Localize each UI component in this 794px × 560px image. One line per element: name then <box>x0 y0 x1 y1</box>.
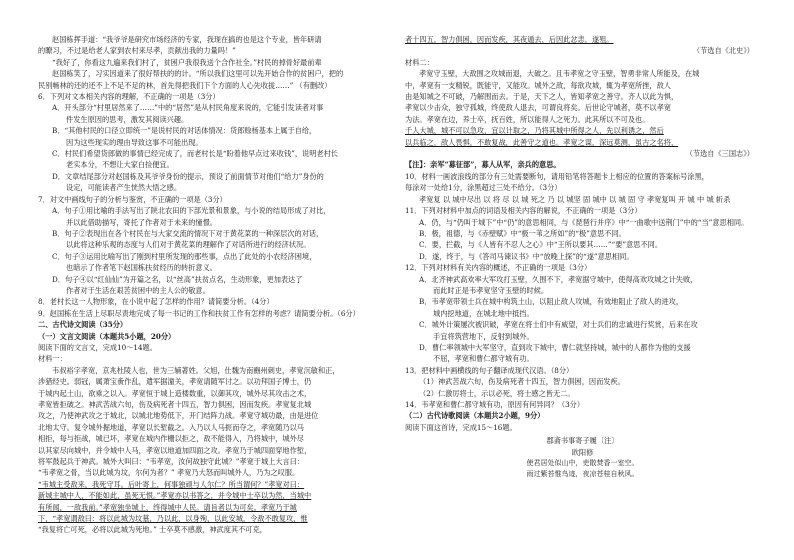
q7-option-c: C．句子③运用比喻写出了刚到村里所发现的那些事，点出了此处的小农经济困境， <box>52 251 317 261</box>
story-line: 赵国栋挥手道：“我爷爷是研究市场经济的专家，我现在搞的也是这个专业，皆年研请 <box>52 35 322 44</box>
section-heading-classical: 二、古代诗文阅读（35分） <box>38 320 128 330</box>
q12-option-c: C．城外计策屡次被识破，孝宽在将士们中有威望，对士兵们的忠诚进行奖赏，后来在攻 <box>419 320 698 330</box>
material-2-line: 以兵临之，敌人畏惧，不敢复战，此善守之道也。孝宽之谋，深远莫测，虽古之名将， <box>405 137 679 147</box>
wenyan-line: 韦叔裕字孝宽，京兆杜陵人也，世为三辅著姓。父旭，仕魏为南豳州刺史，孝宽沉敏和正， <box>52 365 340 375</box>
poem-line: 雨过紫苔惟鸟迹，夜凉苍桂自秋风。 <box>526 470 639 479</box>
wenyan-line: “韦孝宽之骨，当以此城为坟，尔何为者？” 孝宽乃大怒而叫城外人，乃为之叹服。 <box>38 468 300 478</box>
wenyan-line: 孝宽皆拒破之。神武苦战六旬，伤及病死者十四五，智力俱困，因而发疾。孝宽复北城 <box>38 400 312 409</box>
poem-line: 使君居处似山中，吏散焚香一室空。 <box>526 459 639 468</box>
q11-option-b: B．极，祖德，与《赤壁赋》中“极一苇之所如”的“极”意思不同。 <box>419 228 626 238</box>
q6-option-d-cont: 设定，可能读者产生恍然大悟之感。 <box>66 183 182 193</box>
q12-option-c-cont: 手宜将筑营地下，反射到城外。 <box>433 331 534 341</box>
story-line: 的瞭习，不过是给老人家到农村来尽孝，贡献出我的力量吗！” <box>38 46 236 56</box>
question-13: 13．把材料中画横线的句子翻译成现代汉语。（8分） <box>405 365 574 375</box>
story-line: 赵国栋笑了，习实因道来了很好帮扶的的计。“所以我们这里可以先开始合作的贫困户，把的 <box>52 69 344 79</box>
material-2-line: 由是知城之不可破，乃解围而去。于是，天下之人，皆知孝宽之善守。齐人以此为惧， <box>405 92 679 102</box>
q7-option-b: B．句子②表现出在各个村民在与大家交流的情况下对于黄花菜的一种深层次的对话， <box>52 228 324 238</box>
subsection-heading-poetry: （二）古代诗歌阅读（本题共2小题，9分） <box>405 411 545 421</box>
q11-option-a: A．仍，与“仍叫于城下”中“仍”的意思相同，与《琵琶行并序》中“一曲歌中送荆门”中的“当”意思相同。 <box>419 217 749 227</box>
story-line: 民别畅林的还的还不上不足不足的林，首先得把我们下个方面的人心先收拢……” （有删改） <box>38 80 332 90</box>
q12-option-b: B．韦孝宽带领士兵在城中构筑土山，以阻止敌人攻城，有效地阻止了敌人的进攻， <box>419 297 684 307</box>
question-13-sentence-1: （1）神武苦战六旬，伤及病死者十四五，智力俱困，因而发疾。 <box>419 377 625 387</box>
q6-option-c-cont: 老实本分，不想让大家白捡便宜。 <box>66 160 174 170</box>
material-2-label: 材料二： <box>405 57 434 67</box>
q6-option-b-cont: 因为这些现实的理由导致这事不可能出现。 <box>66 137 203 147</box>
wenyan-line: 相拒，每与拒战，城已坏，孝宽在城内作栅以拒之，敌不能得入，乃将城中，城外尽 <box>38 434 304 444</box>
question-10: 10．材料一画波浪线的部分有三处需要断句，请用铅笔将答题卡上相应的位置的答案标号涂黑， <box>405 171 709 181</box>
q7-option-c-cont: 也暗示了作者笔下赵国栋扶贫经历的转折意义。 <box>66 263 217 273</box>
q7-option-a-cont: 并以此借助描写，寄托了作者对于未来的憧憬。 <box>66 217 217 227</box>
q12-option-d: D．曹仁率领城中大军坚守，直到攻下城中，曹仁就坚持城，城中的人都作为他的支援 <box>419 342 691 352</box>
annotation-note: 【注】：亲军“募征部”，募人从军，亲兵的意思。 <box>405 160 561 170</box>
q12-option-d-cont: 不屈，孝宽和曹仁都守城有功。 <box>433 354 534 364</box>
question-8: 8．老村长这一人物形象，在小说中起了怎样的作用？请简要分析。（4分） <box>38 297 274 307</box>
poetry-instructions: 阅读下面这首诗，完成15～16题。 <box>405 422 517 432</box>
question-14: 14．韦孝宽和曹仁都守城有功，原因有何异同？（3分） <box>405 400 585 409</box>
question-11-stem: 11．下列对材料中加点的词语及相关内容的解说，不正确的一项是（3分） <box>405 206 642 216</box>
wenyan-line: 将军鼓起兵于神武。城外大叫曰：“韦孝宽，汝何故独守此城？”孝宽于城上大言曰： <box>38 457 305 467</box>
q7-option-b-cont: 以此将这种乐观的态度与人们对于黄花菜的理解作了对话所进行的经济状况。 <box>66 240 311 250</box>
question-9: 9．赵国栋在生活上尽职尽责地完成了每一书记的工作和扶贫工作有怎样的考虑？请简要分析。（6分） <box>38 308 360 318</box>
q12-option-a-cont: 而此时正是韦孝宽坚守玉壁的时候。 <box>433 285 549 295</box>
wenyan-line: 于城内起土山，欲乘之以入。孝宽恒于城上造楼数重，以御其攻，城外尽其攻击之术， <box>38 388 312 398</box>
q11-option-c: C．要，拦截，与《人皆有不忍人之心》中“王所以要其……”“要”意思不同。 <box>419 240 663 250</box>
wenyan-line: “韦城主受敌来，我死守耳。后叶寄上，何事独顽与人尔仁？所当谓何？”孝宽对曰： <box>38 479 305 489</box>
material-2-line: 中，孝宽有一支精锐，既能守，又能攻。城外之敌，每欲攻城，辄为孝宽所挫，敌人 <box>405 80 671 90</box>
story-line: “我好了，你看这九遍来我们村了，贫困户我很我送个合作社全。”村民的掉骨好最前辈 <box>52 57 322 67</box>
wenyan-line: 有所闻，一敌我前。”孝宽独坐城上，终得城中人民。请旨者以为可矣。孝宽乃于城 <box>38 502 297 512</box>
right-column <box>405 34 760 481</box>
material-2-line: 千人大城，城不可以急攻，宜以计取之，乃将其城中所得之人，先以利诱之，然后 <box>405 126 664 136</box>
q7-option-d: D．句子④以“红仙仙”为开篇之名，以“丝高”扶贫点名，生动形象，更加表达了 <box>52 274 303 284</box>
wenyan-line: 北地太守。复令城外掘地道，孝宽以长堑截之。入乃以人马扼而夺之，孝宽随乃以马 <box>38 422 304 432</box>
question-13-sentence-2: （2）仁激厉将士，示以必死，将士感之皆无二。 <box>419 388 575 398</box>
wenyan-continuation: 者十四五，智力俱困，因而发疾，其夜遁去，后因此忿恚，遂殂。 <box>405 35 614 44</box>
instructions: 阅读下面的文言文，完成10～14题。 <box>38 342 157 352</box>
wenyan-line: 以其家尽向城中，并令城中人马，孝宽以地道加四面之攻。孝宽乃于城四面穿地作堑， <box>38 445 312 455</box>
q6-option-a-cont: 件发生原因的思考，激发其阅读兴趣。 <box>66 114 189 124</box>
material-2-line: 孝宽守玉壁，大敌围之攻城而退，大破之。且韦孝宽之守玉壁，智勇非常人所能及，在城 <box>419 69 700 79</box>
q12-option-b-cont: 城内挖地道，在城北地中抵挡。 <box>433 308 534 318</box>
q6-option-c: C．村民们希望货郎做的事情已经完成了，而老村长是“盼着他早点过来收钱”，说明老村长 <box>52 149 338 159</box>
q12-option-a: A．北齐神武高欢率大军攻打玉壁，久围不下，孝宽据守城中，使得高欢攻城之计失败， <box>419 274 698 284</box>
q7-option-d-cont: 作者对于生活在艰苦贫困中的主人公的敬意。 <box>66 285 210 295</box>
wenyan-line: “我复将亡可死，必将以此城为死地。” 士卒莫不感激，神武度其不可克， <box>38 525 267 535</box>
question-10-breakpoints: 孝宽复 以 城中尽出 以 将 尽 以 城 死之 乃 以 城坚 固 城中 以 城 固 守 孝宽复叫 开 城 中 城 斩杀 <box>419 194 731 204</box>
source-note-2: （节选自《三国志》） <box>685 149 754 159</box>
source-note-1: （节选自《北史》） <box>692 46 754 56</box>
wenyan-line: 攻之，乃使神武攻之于城北，以城北地势低下，开门结阵力战。孝宽守城功最，由是进位 <box>38 411 319 421</box>
wenyan-line: 新城主城中人，不能如此，虽死无恨。”孝宽亦以书答之，并令城中士卒以为然，当城中 <box>38 491 312 501</box>
q11-option-d: D．遂，终于，与《答司马谏议书》中“放晚上探”的“遂”意思相同。 <box>419 251 634 261</box>
poem-author: 欧阳修 <box>571 447 594 457</box>
q6-option-b: B．“其他村民的口径立即统一”是说村民的对话体情况：货郎赊杨基本上属于自给， <box>52 126 317 136</box>
material-2-line: 为法。孝宽在边，养士卒，抚百姓，所以能得人之死力。此其所以不可及也。 <box>405 114 650 124</box>
question-10-cont: 每涂对一处给1分，涂黑超过三处不给分。（3分） <box>405 183 562 193</box>
material-2-line: 孝宽以少击众，独守孤城，终使敌人退去，可谓良将矣。后世论守城者，莫不以孝宽 <box>405 103 671 113</box>
subsection-heading-wenyan: （一）文言文阅读（本题共5小题，20分） <box>38 331 176 341</box>
q7-option-a: A．句子①用比喻的手法写出了陕北农田的下部光景和景象，与小说的结局形成了对比， <box>52 206 331 216</box>
q6-option-d: D．文章结尾部分对赵国栋及其爷爷身份的提示，预设了前面情节对他们“给力”身份的 <box>52 171 324 181</box>
poem-title: 郡斋书事寄子履〔注〕 <box>546 436 619 446</box>
question-12-stem: 12．下列对材料有关内容的概述，不正确的一项是（3分） <box>405 263 592 273</box>
wenyan-line: 涉猎经史。弱冠，属萧宝夤作乱，遣军据潼关，孝宽请随军讨之。以功拜国子博士，仍 <box>38 377 312 387</box>
wenyan-line: 下，“孝宽谓敌曰：将以此城为坟墓，乃以此，以身殉，以此安城，令敌不敢复攻，惟 <box>38 514 308 524</box>
left-column <box>38 34 393 536</box>
question-6-stem: 6．下列对文本相关内容的理解，不正确的一项是（3分） <box>38 92 220 102</box>
question-7-stem: 7．对文中画线句子的分析与鉴赏，不正确的一项是（3分） <box>38 194 227 204</box>
q6-option-a: A．开头部分“村里居然来了……”中的“居然”是从村民角度来说的，它能引发读者对事 <box>52 103 324 113</box>
material-1-label: 材料一： <box>38 354 67 364</box>
